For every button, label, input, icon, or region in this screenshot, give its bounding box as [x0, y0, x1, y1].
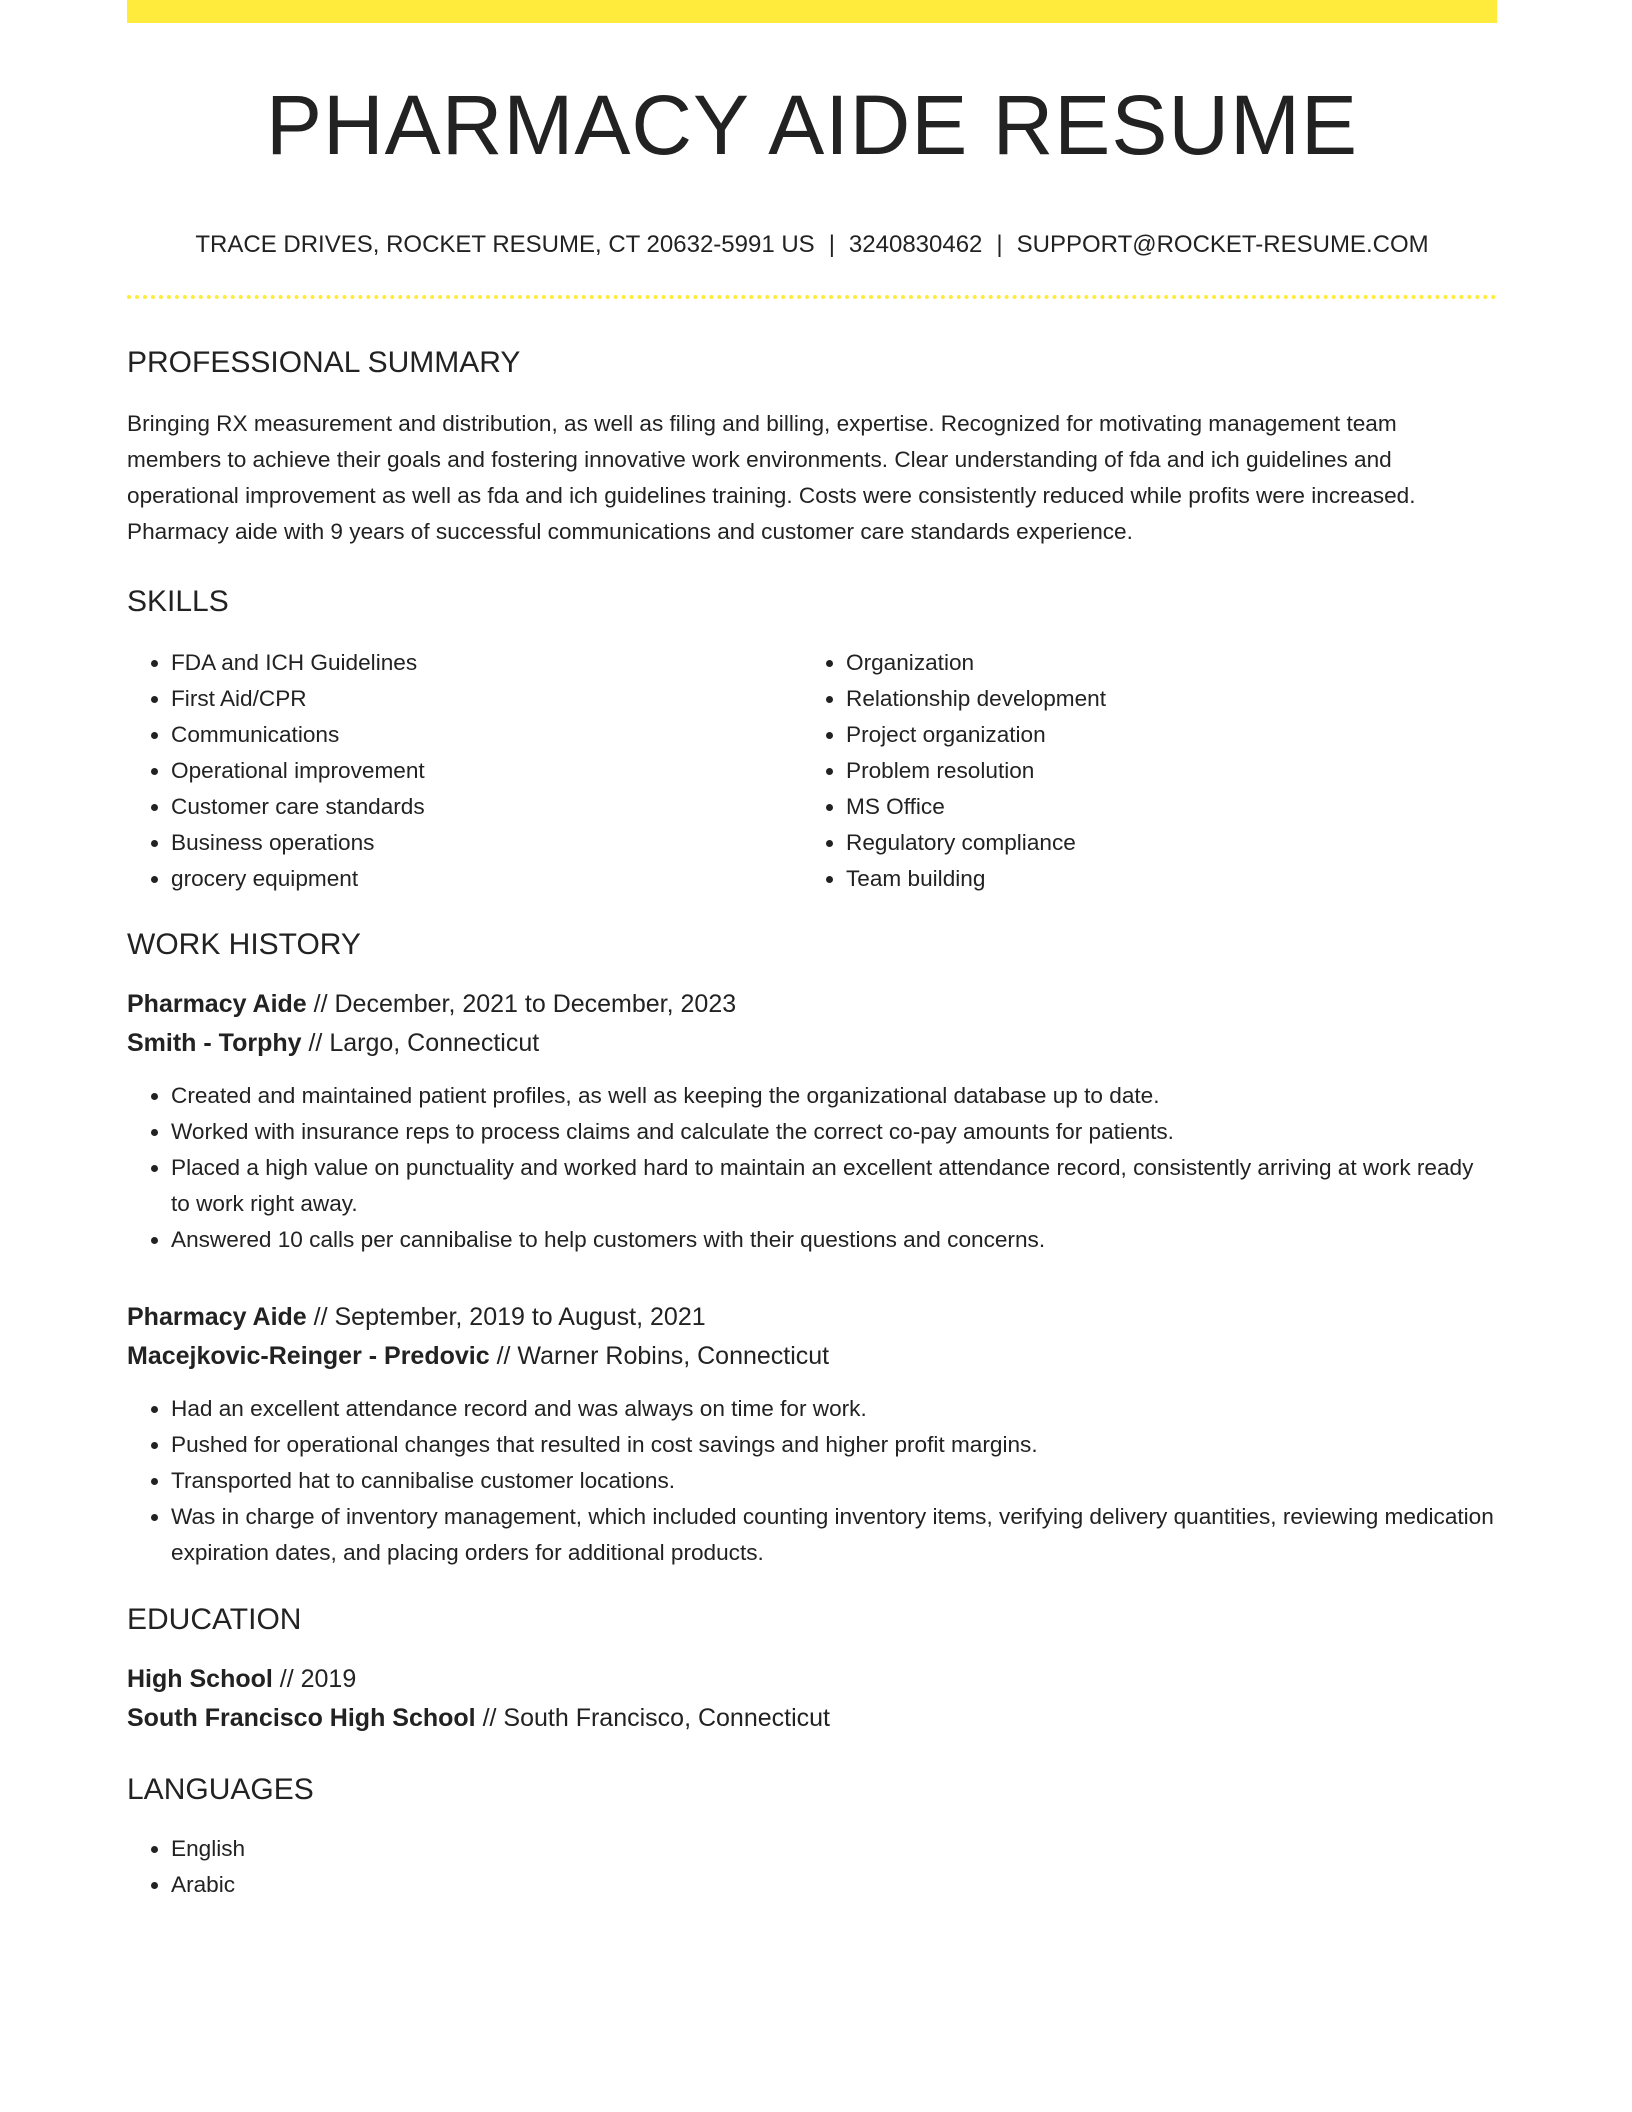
summary-text: Bringing RX measurement and distribution, as well as filing and billing, expertise. Recognized for motivating management team members to achieve their goals and fostering innovative work environments. Clear understanding of fda and ich guidelines and operational improvement as well as fda and ich guidelines training. Costs were consistently reduced while profits were increased. Pharmacy aide with 9 years of successful communications and customer care standards experience.	[127, 411, 1416, 544]
job-bullet: • Pushed for operational changes that resulted in cost savings and higher profit margins.	[171, 1427, 1497, 1463]
job-title: Pharmacy Aide	[127, 1303, 307, 1331]
contact-separator: |	[828, 231, 835, 258]
job-location: // Largo, Connecticut	[301, 1029, 540, 1057]
languages-list	[127, 1831, 1497, 1903]
job-company: Smith - Torphy	[127, 1029, 302, 1057]
job-bullet: • Answered 10 calls per cannibalise to help customers with their questions and concerns.	[171, 1222, 1497, 1258]
skill-item: • Customer care standards	[171, 789, 802, 825]
languages-heading: LANGUAGES	[127, 1773, 314, 1806]
resume-title: PHARMACY AIDE RESUME	[265, 78, 1359, 172]
contact-email: SUPPORT@ROCKET-RESUME.COM	[1016, 231, 1429, 258]
job-bullet: • Had an excellent attendance record and was always on time for work.	[171, 1391, 1497, 1427]
skill-item: • FDA and ICH Guidelines	[171, 645, 802, 681]
job-company-line	[127, 1337, 1497, 1376]
job-location: // Warner Robins, Connecticut	[489, 1342, 830, 1370]
summary-section	[127, 348, 1497, 550]
skill-item: • Relationship development	[846, 681, 1477, 717]
job-dates: // December, 2021 to December, 2023	[306, 990, 737, 1018]
job-entry	[127, 1298, 1497, 1571]
contact-address: TRACE DRIVES, ROCKET RESUME, CT 20632-5991 US	[195, 231, 815, 258]
skill-item: • Problem resolution	[846, 753, 1477, 789]
job-company: Macejkovic-Reinger - Predovic	[127, 1342, 490, 1370]
skill-item: • Regulatory compliance	[846, 825, 1477, 861]
job-dates: // September, 2019 to August, 2021	[306, 1303, 706, 1331]
job-bullet: • Transported hat to cannibalise customer locations.	[171, 1463, 1497, 1499]
job-bullet: • Placed a high value on punctuality and worked hard to maintain an excellent attendance record, consistently arriving at work ready to work right away.	[171, 1150, 1497, 1222]
education-degree-line	[127, 1660, 1497, 1699]
skills-section	[127, 587, 1497, 897]
language-item: • English	[171, 1831, 1497, 1867]
skills-column-right	[802, 645, 1477, 897]
skill-item: • First Aid/CPR	[171, 681, 802, 717]
resume-page	[127, 0, 1497, 1903]
education-location: // South Francisco, Connecticut	[475, 1704, 830, 1732]
skill-item: • Organization	[846, 645, 1477, 681]
skills-column-left	[127, 645, 802, 897]
job-bullets	[127, 1391, 1497, 1571]
education-entry	[127, 1660, 1497, 1738]
contact-phone: 3240830462	[848, 231, 983, 258]
languages-section	[127, 1775, 1497, 1903]
education-section	[127, 1605, 1497, 1738]
language-item: • Arabic	[171, 1867, 1497, 1903]
work-history-heading: WORK HISTORY	[127, 928, 361, 961]
skill-item: • grocery equipment	[171, 861, 802, 897]
job-company-line	[127, 1024, 1497, 1063]
skills-grid	[127, 645, 1497, 897]
education-school: South Francisco High School	[127, 1704, 476, 1732]
job-bullet: • Was in charge of inventory management, which included counting inventory items, verifying delivery quantities, reviewing medication expiration dates, and placing orders for additional products.	[171, 1499, 1497, 1571]
skill-item: • MS Office	[846, 789, 1477, 825]
skill-item: • Team building	[846, 861, 1477, 897]
job-entry	[127, 985, 1497, 1258]
job-bullets	[127, 1078, 1497, 1258]
education-heading: EDUCATION	[127, 1603, 302, 1636]
summary-heading: PROFESSIONAL SUMMARY	[127, 346, 521, 379]
skills-heading: SKILLS	[127, 585, 229, 618]
job-bullet: • Worked with insurance reps to process claims and calculate the correct co-pay amounts for patients.	[171, 1114, 1497, 1150]
skill-item: • Communications	[171, 717, 802, 753]
education-school-line	[127, 1699, 1497, 1738]
work-history-section	[127, 930, 1497, 1571]
skill-item: • Project organization	[846, 717, 1477, 753]
job-bullet: • Created and maintained patient profiles, as well as keeping the organizational database up to date.	[171, 1078, 1497, 1114]
education-degree: High School	[127, 1665, 273, 1693]
education-year: // 2019	[272, 1665, 357, 1693]
job-title-line	[127, 985, 1497, 1024]
contact-line	[127, 233, 1497, 257]
skill-item: • Business operations	[171, 825, 802, 861]
skill-item: • Operational improvement	[171, 753, 802, 789]
top-accent-bar	[127, 0, 1497, 23]
job-title-line	[127, 1298, 1497, 1337]
job-title: Pharmacy Aide	[127, 990, 307, 1018]
contact-separator: |	[996, 231, 1003, 258]
dotted-divider	[127, 295, 1497, 299]
